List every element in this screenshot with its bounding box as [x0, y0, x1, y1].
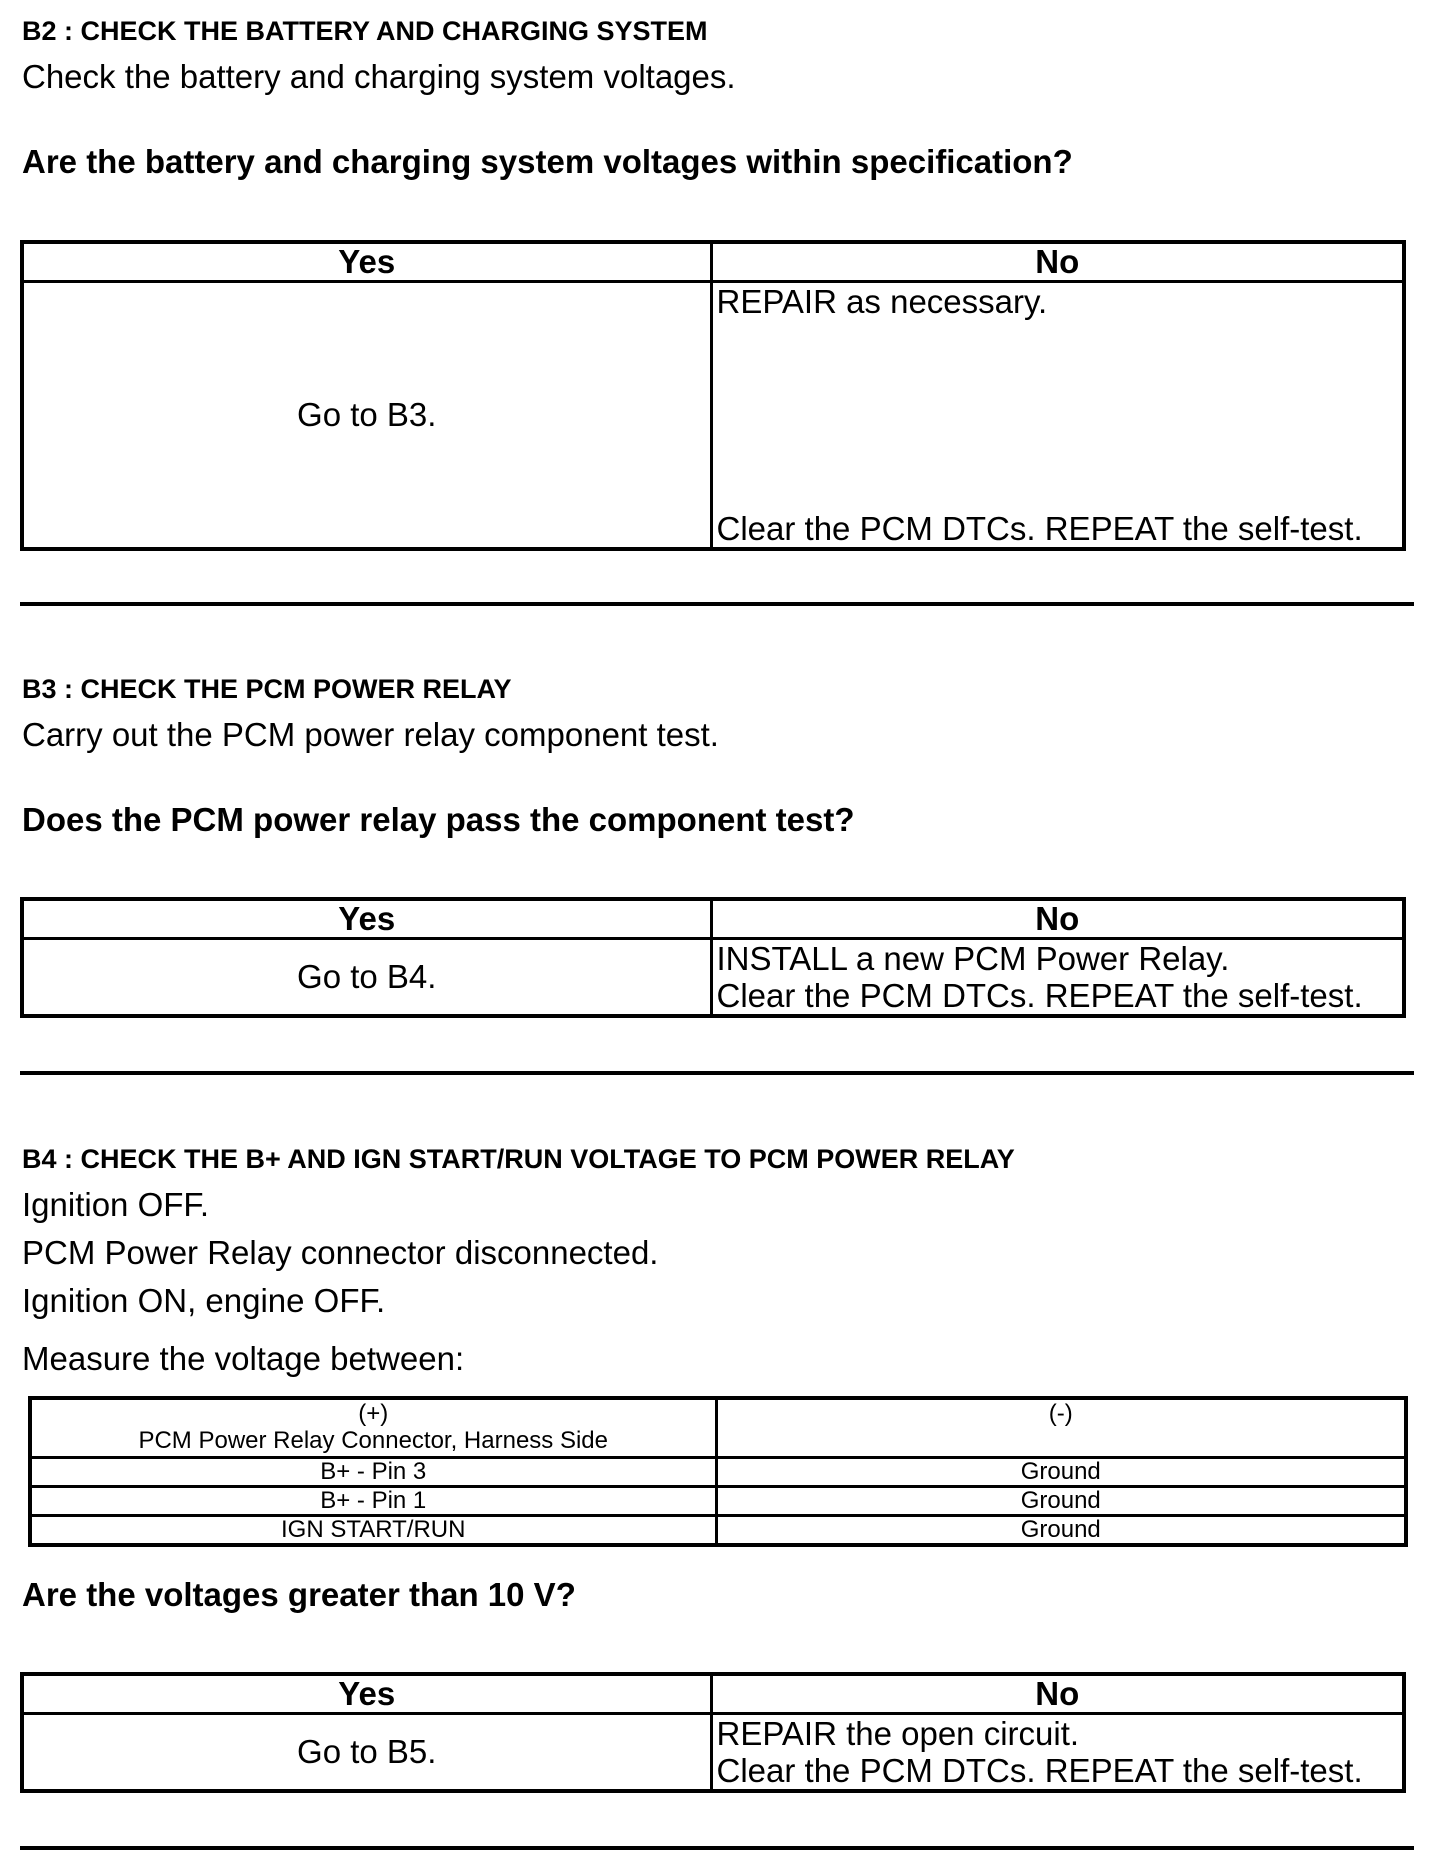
b4-step-2: PCM Power Relay connector disconnected. — [22, 1234, 659, 1271]
b2-result-table — [20, 240, 1406, 551]
no-cell — [711, 1714, 1404, 1792]
no-header: No — [711, 899, 1404, 939]
no-line-1: REPAIR the open circuit. — [716, 1715, 1080, 1752]
table-row — [30, 1487, 1406, 1516]
b4-result-table — [20, 1672, 1406, 1793]
section-divider — [20, 602, 1414, 606]
plus-cell: IGN START/RUN — [30, 1516, 716, 1546]
minus-cell: Ground — [716, 1458, 1406, 1487]
section-divider — [20, 1071, 1414, 1075]
no-header: No — [711, 242, 1404, 282]
no-line-2: Clear the PCM DTCs. REPEAT the self-test. — [716, 977, 1363, 1014]
b4-question: Are the voltages greater than 10 V? — [22, 1576, 576, 1613]
b4-step-3: Ignition ON, engine OFF. — [22, 1282, 386, 1319]
minus-header: (-) — [716, 1398, 1406, 1458]
yes-header: Yes — [22, 1674, 711, 1714]
no-line-2: Clear the PCM DTCs. REPEAT the self-test. — [716, 510, 1363, 547]
yes-cell: Go to B5. — [22, 1714, 711, 1792]
yes-cell: Go to B4. — [22, 939, 711, 1017]
b3-instruction: Carry out the PCM power relay component test. — [22, 716, 719, 753]
no-line-1: REPAIR as necessary. — [716, 283, 1048, 320]
plus-subheader: PCM Power Relay Connector, Harness Side — [138, 1427, 609, 1454]
b3-question: Does the PCM power relay pass the component test? — [22, 801, 855, 838]
b4-step-1: Ignition OFF. — [22, 1186, 210, 1223]
b3-result-table — [20, 897, 1406, 1018]
no-cell — [711, 282, 1404, 550]
no-line-1: INSTALL a new PCM Power Relay. — [716, 940, 1230, 977]
table-row — [30, 1458, 1406, 1487]
no-cell — [711, 939, 1404, 1017]
yes-header: Yes — [22, 242, 711, 282]
b4-measure-label: Measure the voltage between: — [22, 1340, 465, 1377]
plus-cell: B+ - Pin 1 — [30, 1487, 716, 1516]
yes-cell: Go to B3. — [22, 282, 711, 550]
minus-cell: Ground — [716, 1516, 1406, 1546]
no-line-2: Clear the PCM DTCs. REPEAT the self-test. — [716, 1752, 1363, 1789]
b2-question: Are the battery and charging system voltages within specification? — [22, 143, 1073, 180]
plus-header: (+) — [358, 1400, 389, 1427]
plus-header-cell — [30, 1398, 716, 1458]
plus-cell: B+ - Pin 3 — [30, 1458, 716, 1487]
b2-heading: B2 : CHECK THE BATTERY AND CHARGING SYSTEM — [22, 16, 708, 46]
section-divider — [20, 1846, 1414, 1850]
b3-heading: B3 : CHECK THE PCM POWER RELAY — [22, 674, 512, 704]
b2-instruction: Check the battery and charging system voltages. — [22, 58, 736, 95]
no-header: No — [711, 1674, 1404, 1714]
b4-heading: B4 : CHECK THE B+ AND IGN START/RUN VOLTAGE TO PCM POWER RELAY — [22, 1144, 1015, 1174]
yes-header: Yes — [22, 899, 711, 939]
minus-cell: Ground — [716, 1487, 1406, 1516]
table-row — [30, 1516, 1406, 1546]
b4-measure-table — [28, 1396, 1408, 1547]
